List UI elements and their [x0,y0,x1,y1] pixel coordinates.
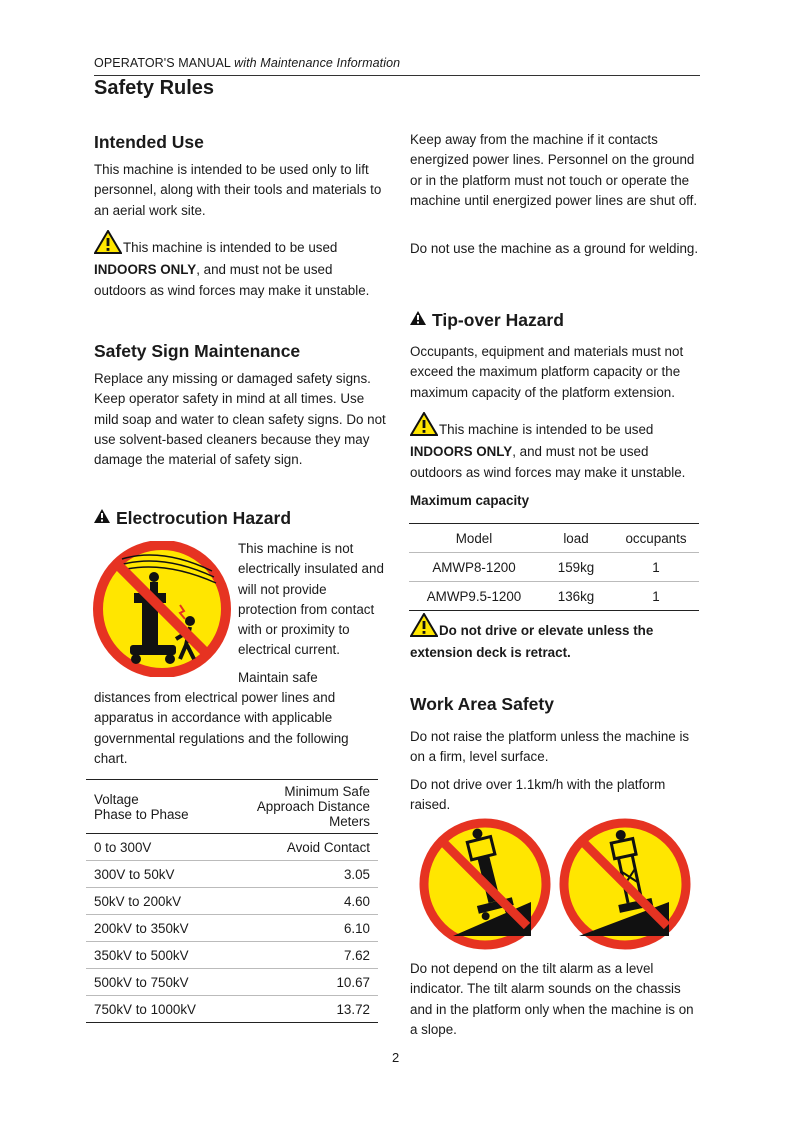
tipover-warning [410,412,702,483]
power-lines-text: Keep away from the machine if it contacts energized power lines. Personnel on the ground or in the platform must not touch or operate the machine until energized power lines are shut off. [410,132,698,208]
warning-prefix: This machine is intended to be used [123,240,338,255]
distance-header-line1: Minimum Safe [284,784,370,799]
warning-triangle-icon [410,613,438,643]
capacity-table [409,523,699,611]
warning-prefix: This machine is intended to be used [439,422,654,437]
electrocution-side-text: This machine is not electrically insulated and will not provide protection from contact with or proximity to electrical current. [238,541,384,658]
warning-triangle-icon [410,412,438,442]
tipover-heading-text: Tip-over Hazard [432,310,564,330]
intended-use-heading: Intended Use [94,132,204,152]
no-raise-on-slope-sign-image [417,818,553,955]
running-header [94,56,400,70]
extension-deck-warning-text: Do not drive or elevate unless the extension deck is retract. [410,623,654,661]
tipover-heading [410,309,564,331]
voltage-cell: 0 to 300V [86,834,225,861]
model-cell: AMWP9.5-1200 [409,582,539,611]
load-cell: 136kg [539,582,613,611]
voltage-cell: 350kV to 500kV [86,942,225,969]
hazard-triangle-icon [410,309,426,330]
voltage-header-line2: Phase to Phase [94,806,189,822]
electrocution-heading-text: Electrocution Hazard [116,508,292,528]
table-row [86,834,378,861]
table-row [409,582,699,611]
intended-use-warning [94,230,386,301]
table-row [86,942,378,969]
tilt-alarm-text: Do not depend on the tilt alarm as a level indicator. The tilt alarm sounds on the chassis and in the platform only when the machine is on a slope. [410,961,694,1037]
voltage-cell: 200kV to 350kV [86,915,225,942]
work-area-firm-surface-text: Do not raise the platform unless the machine is on a firm, level surface. [410,729,690,765]
distance-header-line2: Approach Distance [256,799,370,814]
header-rule [94,75,700,76]
table-row [86,915,378,942]
warning-suffix: , and must not be used outdoors as wind forces may make it unstable. [410,444,686,480]
work-area-speed-text: Do not drive over 1.1km/h with the platform raised. [410,777,666,813]
voltage-distance-table [86,779,378,1023]
electrocution-heading [94,507,291,529]
warning-bold: INDOORS ONLY [410,444,513,460]
electrocution-maintain-line1: Maintain safe [238,670,318,685]
distance-column-header [225,780,378,834]
table-row [409,553,699,582]
page-number: 2 [392,1050,400,1065]
voltage-cell: 300V to 50kV [86,861,225,888]
model-column-header: Model [409,524,539,553]
header-subtitle: with Maintenance Information [234,56,401,70]
warning-triangle-icon [94,230,122,260]
model-cell: AMWP8-1200 [409,553,539,582]
table-row [86,969,378,996]
page-title: Safety Rules [94,77,215,99]
distance-header-line3: Meters [329,814,370,829]
sign-maintenance-heading: Safety Sign Maintenance [94,341,301,361]
sign-maintenance-body: Replace any missing or damaged safety signs. Keep operator safety in mind at all times. Use mild soap and water to clean safety signs. Do not use solvent-based cleaners because they may damage the material of safety sign. [94,371,386,468]
no-drive-on-slope-sign-image [557,818,693,955]
occupants-column-header: occupants [613,524,699,553]
occupants-cell: 1 [613,553,699,582]
voltage-header-line1: Voltage [94,791,139,807]
occupants-cell: 1 [613,582,699,611]
electrocution-maintain-text: distances from electrical power lines and apparatus in accordance with applicable governmental regulations and the following chart. [94,690,349,766]
load-cell: 159kg [539,553,613,582]
distance-cell: Avoid Contact [225,834,378,861]
table-row [86,888,378,915]
distance-cell: 13.72 [225,996,378,1023]
load-column-header: load [539,524,613,553]
voltage-column-header [86,780,225,834]
extension-deck-warning [410,613,702,664]
hazard-triangle-icon [94,507,110,528]
distance-cell: 4.60 [225,888,378,915]
voltage-cell: 500kV to 750kV [86,969,225,996]
intended-use-body: This machine is intended to be used only to lift personnel, along with their tools and materials to an aerial work site. [94,162,382,218]
table-row [86,996,378,1023]
voltage-cell: 50kV to 200kV [86,888,225,915]
distance-cell: 3.05 [225,861,378,888]
distance-cell: 7.62 [225,942,378,969]
work-area-heading: Work Area Safety [410,694,554,714]
voltage-cell: 750kV to 1000kV [86,996,225,1023]
welding-text: Do not use the machine as a ground for welding. [410,241,699,256]
warning-suffix: , and must not be used outdoors as wind forces may make it unstable. [94,262,370,298]
max-capacity-label: Maximum capacity [410,493,530,508]
warning-bold: INDOORS ONLY [94,262,197,278]
table-row [86,861,378,888]
distance-cell: 6.10 [225,915,378,942]
header-manual: OPERATOR'S MANUAL [94,56,231,70]
electrocution-sign-image [92,541,234,682]
distance-cell: 10.67 [225,969,378,996]
tipover-body: Occupants, equipment and materials must not exceed the maximum platform capacity or the maximum capacity of the platform extension. [410,344,684,400]
